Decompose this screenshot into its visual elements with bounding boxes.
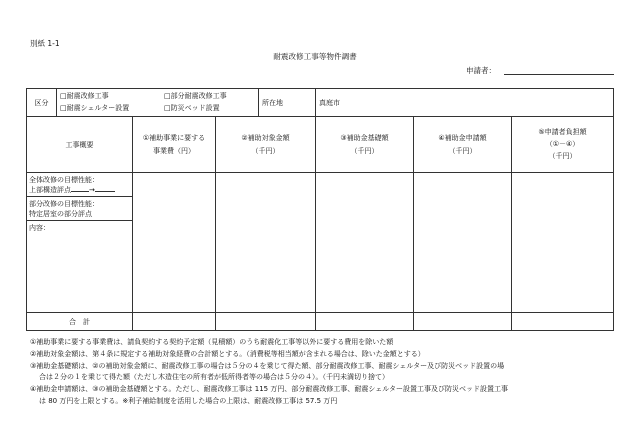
content-label: 内容： (29, 224, 50, 232)
category-label: 区分 (27, 89, 57, 117)
col-header-eligible-amount: ②補助対象金額 （千円） (216, 117, 316, 173)
partial-score-label[interactable]: 特定居室の部分評点 (29, 210, 92, 218)
category-options (57, 89, 259, 117)
applicant-share-cell[interactable] (512, 173, 614, 313)
overview-cell (27, 173, 133, 313)
col-header-base-amount: ③補助金基礎額 （千円） (316, 117, 414, 173)
note-3-cont: 合は２分の１を乗じて得た額（ただし木造住宅の所有者が低所得者等の場合は５分の４）。（千円未満切り捨て） (39, 373, 389, 382)
note-4: ④補助金申請額は、③の補助金基礎額とする。ただし、耐震改修工事は 115 万円、部分耐震改修工事、耐震シェルター設置工事及び防災ベッド設置工事 (30, 385, 508, 394)
applicant-label: 申請者： (466, 66, 496, 75)
full-retrofit-section (27, 173, 132, 196)
location-value[interactable]: 真庭市 (316, 89, 614, 117)
applicant-signature-line[interactable] (504, 74, 614, 75)
property-table (26, 88, 614, 331)
base-amount-cell[interactable] (316, 173, 414, 313)
body-row (27, 173, 614, 313)
col-header-overview: 工事概要 (27, 117, 133, 173)
col-header-applicant-share: ⑤申請者負担額 （①－④） （千円） (512, 117, 614, 173)
option-partial-retrofit[interactable]: □部分耐震改修工事 (164, 92, 227, 100)
option-disaster-bed[interactable]: □防災ベッド設置 (164, 104, 220, 112)
option-shelter[interactable]: □耐震シェルター設置 (60, 104, 130, 112)
note-1: ①補助事業に要する事業費は、請負契約する契約予定額（見積額）のうち耐震化工事等以外に要する費用を除いた額 (30, 338, 394, 346)
total-project-cost[interactable] (133, 313, 216, 331)
col-header-requested-amount: ④補助金申請額 （千円） (414, 117, 512, 173)
note-2: ②補助対象金額は、第４条に規定する補助対象経費の合計額とする。（消費税等相当額が含まれる場合は、除いた金額とする） (30, 349, 425, 358)
location-label: 所在地 (259, 89, 316, 117)
total-row (27, 313, 614, 331)
notes (30, 337, 630, 408)
requested-amount-cell[interactable] (414, 173, 512, 313)
note-4-cont: は 80 万円を上限とする。※利子補給制度を活用した場合の上限は、耐震改修工事は 57.5 万円 (39, 396, 338, 405)
full-target-label: 全体改修の目標性能： (29, 176, 99, 184)
note-3: ③補助金基礎額は、②の補助対象金額に、耐震改修工事の場合は５分の４を乗じて得た額、部分耐震改修工事、耐震シェルター及び防災ベッド設置の場 (30, 361, 505, 370)
form-code: 別紙 1-1 (30, 39, 60, 48)
partial-target-label: 部分改修の目標性能： (29, 200, 99, 208)
eligible-amount-cell[interactable] (216, 173, 316, 313)
total-requested-amount[interactable] (414, 313, 512, 331)
option-seismic-retrofit[interactable]: □耐震改修工事 (60, 92, 109, 100)
content-section[interactable] (27, 220, 132, 234)
partial-retrofit-section (27, 196, 132, 220)
col-header-project-cost: ①補助事業に要する 事業費（円） (133, 117, 216, 173)
total-label: 合 計 (27, 313, 133, 331)
document-title: 耐震改修工事等物件調書 (273, 52, 357, 61)
column-header-row (27, 117, 614, 173)
total-base-amount[interactable] (316, 313, 414, 331)
category-row (27, 89, 614, 117)
total-eligible-amount[interactable] (216, 313, 316, 331)
upper-score-line[interactable]: 上部構造評点 → (29, 185, 130, 195)
total-applicant-share[interactable] (512, 313, 614, 331)
project-cost-cell[interactable] (133, 173, 216, 313)
